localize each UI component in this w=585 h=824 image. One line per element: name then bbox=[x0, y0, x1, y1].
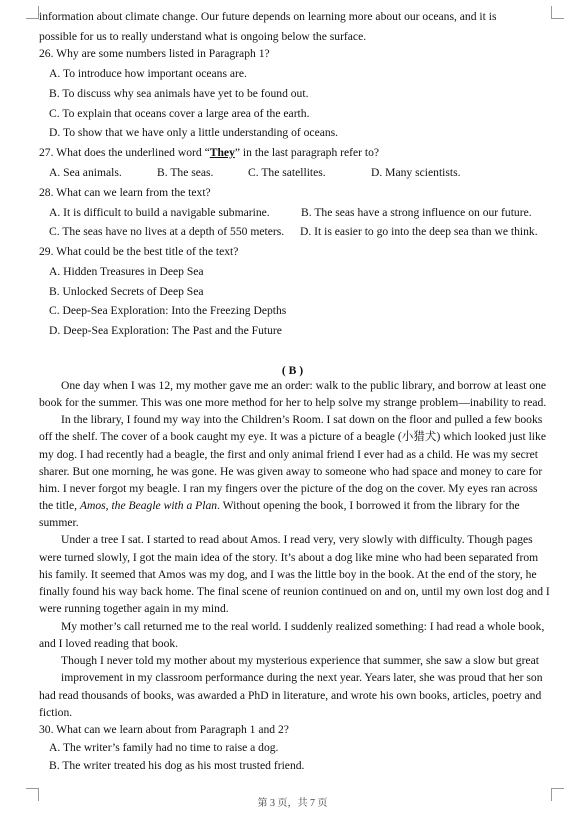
text-line: information about climate change. Our future depends on learning more about our oceans, and it is bbox=[39, 10, 497, 23]
crop-mark-top-left bbox=[26, 6, 39, 19]
paragraph-2-line: off the shelf. The cover of a book caught my eye. It was a picture of a beagle (小猎犬) which looked just like bbox=[39, 430, 546, 443]
option-c: C. The satellites. bbox=[248, 166, 326, 179]
option-a: A. Sea animals. bbox=[49, 166, 122, 179]
paragraph-5-line: had read thousands of books, was awarded a PhD in literature, and wrote his own books, articles, poetry and bbox=[39, 689, 542, 702]
option-a: A. It is difficult to build a navigable submarine. bbox=[49, 206, 270, 219]
paragraph-3-line: Under a tree I sat. I started to read about Amos. I read very, very slowly with difficulty. Though pages bbox=[61, 533, 533, 546]
question-stem: 28. What can we learn from the text? bbox=[39, 186, 211, 199]
paragraph-2-line: him. I never forgot my beagle. I ran my fingers over the picture of the dog on the cover. My eyes ran across bbox=[39, 482, 538, 495]
paragraph-5-line: fiction. bbox=[39, 706, 73, 719]
option-d: D. To show that we have only a little understanding of oceans. bbox=[49, 126, 339, 139]
paragraph-4-line: My mother’s call returned me to the real world. I suddenly realized something: I had read a whole book, bbox=[61, 620, 545, 633]
question-stem: 30. What can we learn about from Paragraph 1 and 2? bbox=[39, 723, 289, 736]
paragraph-1-line: One day when I was 12, my mother gave me an order: walk to the public library, and borrow at least one bbox=[61, 379, 547, 392]
paragraph-5-line: improvement in my classroom performance during the next year. Years later, she was proud that her son bbox=[61, 671, 543, 684]
option-b: B. The seas have a strong influence on our future. bbox=[301, 206, 532, 219]
option-c: C. The seas have no lives at a depth of 550 meters. bbox=[49, 225, 285, 238]
option-a: A. The writer’s family had no time to raise a dog. bbox=[49, 741, 279, 754]
paragraph-3-line: finally found his way back home. The final scene of reunion continued on and on, until my own lost dog and I bbox=[39, 585, 550, 598]
paragraph-2-line: In the library, I found my way into the Children’s Room. I sat down on the floor and pulled a few books bbox=[61, 413, 543, 426]
paragraph-4-line: and I loved reading that book. bbox=[39, 637, 179, 650]
option-b: B. The writer treated his dog as his most trusted friend. bbox=[49, 759, 305, 772]
paragraph-3-line: his family. It seemed that Amos was my dog, and I was the little boy in the book. At the end of the story, he bbox=[39, 568, 537, 581]
paragraph-2-line: summer. bbox=[39, 516, 79, 529]
paragraph-2-line: my dog. I had recently had a beagle, the first and only animal friend I ever had as a child. He was my secret bbox=[39, 448, 538, 461]
question-stem bbox=[39, 146, 379, 160]
paragraph-3-line: were running together again in my mind. bbox=[39, 602, 229, 615]
option-b: B. Unlocked Secrets of Deep Sea bbox=[49, 285, 204, 298]
paragraph-1-line: book for the summer. This was one more method for her to help solve my strange problem—inability to read. bbox=[39, 396, 547, 409]
option-a: A. Hidden Treasures in Deep Sea bbox=[49, 265, 204, 278]
option-b: B. The seas. bbox=[157, 166, 214, 179]
stem-after: ” in the last paragraph refer to? bbox=[234, 146, 380, 159]
text-before-title: the title, bbox=[39, 499, 80, 512]
paragraph-5-line: Though I never told my mother about my mysterious experience that summer, she saw a slow but great bbox=[61, 654, 539, 667]
text-after-title: . Without opening the book, I borrowed it from the library for the bbox=[217, 499, 520, 512]
option-d: D. It is easier to go into the deep sea than we think. bbox=[300, 225, 538, 238]
section-b-title: ( B ) bbox=[281, 364, 304, 377]
option-d: D. Many scientists. bbox=[371, 166, 461, 179]
question-stem: 29. What could be the best title of the text? bbox=[39, 245, 239, 258]
option-c: C. Deep-Sea Exploration: Into the Freezing Depths bbox=[49, 304, 287, 317]
question-stem: 26. Why are some numbers listed in Paragraph 1? bbox=[39, 47, 270, 60]
book-title: Amos, the Beagle with a Plan bbox=[79, 499, 218, 512]
stem-before: 27. What does the underlined word “ bbox=[39, 146, 210, 159]
option-c: C. To explain that oceans cover a large area of the earth. bbox=[49, 107, 310, 120]
option-a: A. To introduce how important oceans are. bbox=[49, 67, 247, 80]
option-d: D. Deep-Sea Exploration: The Past and the Future bbox=[49, 324, 282, 337]
text-line: possible for us to really understand what is ongoing below the surface. bbox=[39, 30, 367, 43]
paragraph-3-line: were turned slowly, I got the main idea of the story. It’s about a dog like mine who had been separated from bbox=[39, 551, 539, 564]
page-footer: 第 3 页，共 7 页 bbox=[257, 798, 328, 809]
underlined-word: They bbox=[209, 146, 235, 159]
paragraph-2-line bbox=[39, 499, 520, 513]
paragraph-2-line: sharer. But one morning, he was gone. He was given away to someone who had space and money to care for bbox=[39, 465, 543, 478]
crop-mark-top-right bbox=[551, 6, 564, 19]
option-b: B. To discuss why sea animals have yet to be found out. bbox=[49, 87, 309, 100]
